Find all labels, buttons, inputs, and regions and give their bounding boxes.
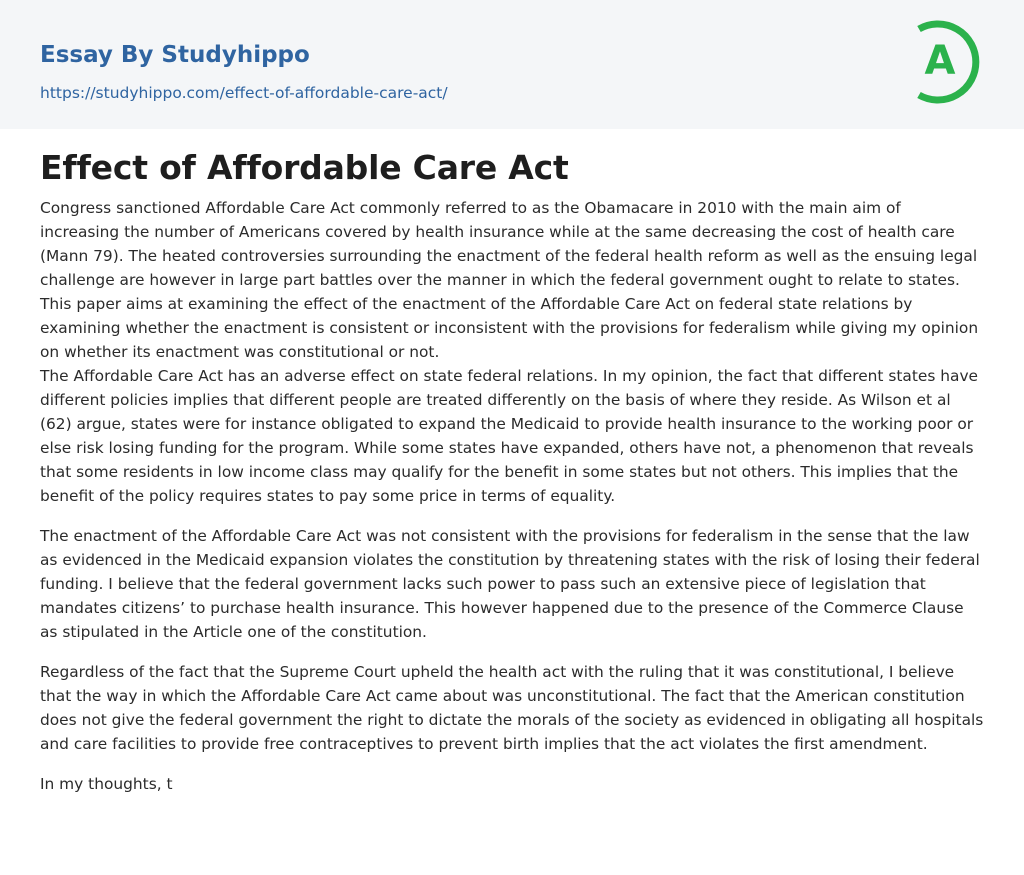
essay-paragraph-truncated: In my thoughts, t xyxy=(40,775,173,793)
essay-url-link[interactable]: https://studyhippo.com/effect-of-affordable-care-act/ xyxy=(40,84,448,102)
essay-paragraph: Congress sanctioned Affordable Care Act commonly referred to as the Obamacare in 2010 with the main aim of increasing the number of Americans covered by health insurance while at the same decreasing the cost of health care (Mann 79). The heated controversies surrounding the enactment of the federal health reform as well as the ensuing legal challenge are however in large part battles over the manner in which the federal government ought to relate to states. This paper aims at examining the effect of the enactment of the Affordable Care Act on federal state relations by examining whether the enactment is consistent or inconsistent with the provisions for federalism while giving my opinion on whether its enactment was constitutional or not. xyxy=(40,199,979,361)
essay-title: Effect of Affordable Care Act xyxy=(40,148,569,187)
essay-paragraph: Regardless of the fact that the Supreme Court upheld the health act with the ruling that it was constitutional, I believe that the way in which the Affordable Care Act came about was unconstitutional. The fact that the American constitution does not give the federal government the right to dictate the morals of the society as evidenced in obligating all hospitals and care facilities to provide free contraceptives to prevent birth implies that the act violates the first amendment. xyxy=(40,663,984,753)
essay-content xyxy=(40,146,984,796)
site-header xyxy=(0,0,1024,129)
essay-paragraph: The enactment of the Affordable Care Act was not consistent with the provisions for federalism in the sense that the law as evidenced in the Medicaid expansion violates the constitution by threatening states with the risk of losing their federal funding. I believe that the federal government lacks such power to pass such an extensive piece of legislation that mandates citizens’ to purchase health insurance. This however happened due to the presence of the Commerce Clause as stipulated in the Article one of the constitution. xyxy=(40,527,980,641)
essay-paragraph: The Affordable Care Act has an adverse effect on state federal relations. In my opinion, the fact that different states have different policies implies that different people are treated differently on the basis of where they reside. As Wilson et al (62) argue, states were for instance obligated to expand the Medicaid to provide health insurance to the working poor or else risk losing funding for the program. While some states have expanded, others have not, a phenomenon that reveals that some residents in low income class may qualify for the benefit in some states but not others. This implies that the benefit of the policy requires states to pay some price in terms of equality. xyxy=(40,367,979,505)
studyhippo-logo-icon[interactable] xyxy=(912,18,986,106)
logo-letter: A xyxy=(924,38,956,84)
brand-title: Essay By Studyhippo xyxy=(40,42,310,68)
